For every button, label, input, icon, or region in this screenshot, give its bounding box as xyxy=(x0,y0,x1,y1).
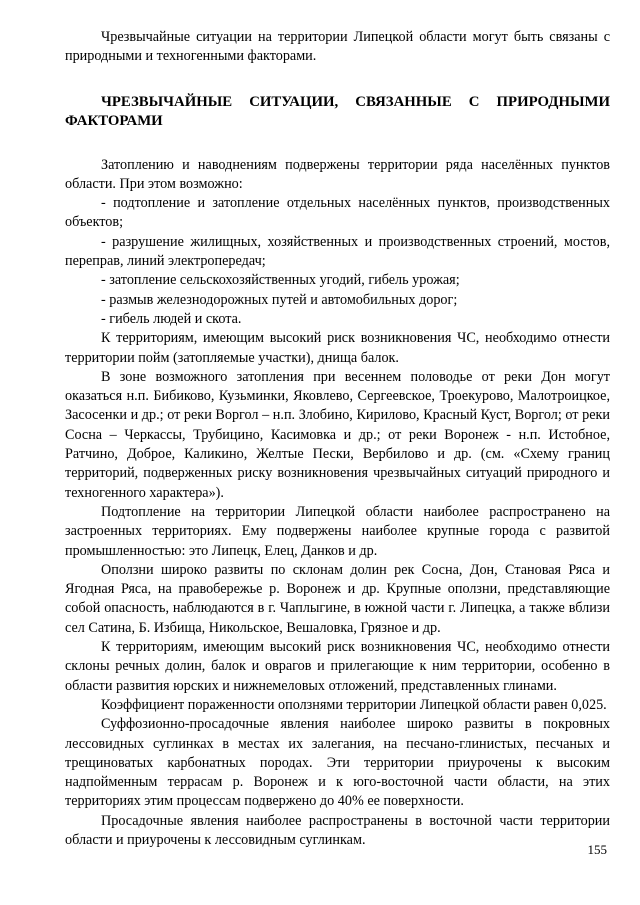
paragraph-flood-zone: В зоне возможного затопления при весеннем половодье от реки Дон могут оказаться н.п. Бибиково, Кузьминки, Яковлево, Сергеевское, Троекурово, Малотроицкое, Засосенки и др.; от реки Воргол – н.п. Злобино, Кирилово, Красный Куст, Воргол; от реки Сосна – Черкассы, Трубицино, Касимовка и др.; от реки Воронеж - н.п. Истобное, Ратчино, Доброе, Каликино, Желтые Пески, Вербилово и др. (см. «Схему границ территорий, подверженных риску возникновения чрезвычайных ситуаций природного и техногенного характера»). xyxy=(65,368,610,501)
paragraph-landslides: Оползни широко развиты по склонам долин рек Сосна, Дон, Становая Ряса и Ягодная Ряса, на правобережье р. Воронеж и др. Крупные оползни, представляющие собой опасность, наблюдаются в г. Чаплыгине, в южной части г. Липецка, а также вблизи сел Сатина, Б. Избища, Никольское, Вешаловка, Грязное и др. xyxy=(65,561,610,636)
list-item: - размыв железнодорожных путей и автомобильных дорог; xyxy=(101,291,458,308)
paragraph-flood-risk: К территориям, имеющим высокий риск возникновения ЧС, необходимо отнести территории пойм (затопляемые участки), днища балок. xyxy=(65,330,610,366)
page-number: 155 xyxy=(587,842,607,857)
intro-paragraph: Чрезвычайные ситуации на территории Липецкой области могут быть связаны с природными и техногенными факторами. xyxy=(65,29,610,65)
paragraph-underflooding: Подтопление на территории Липецкой области наиболее распространено на застроенных территориях. Ему подвержены наиболее крупные города с развитой промышленностью: это Липецк, Елец, Данков и др. xyxy=(65,503,610,559)
list-item: - подтопление и затопление отдельных населённых пунктов, производственных объектов; xyxy=(65,195,610,231)
list-item: - гибель людей и скота. xyxy=(101,310,242,327)
list-item: - разрушение жилищных, хозяйственных и производственных строений, мостов, переправ, линий электропередач; xyxy=(65,233,610,270)
document-body xyxy=(65,28,610,850)
paragraph-landslide-coefficient: Коэффициент пораженности оползнями территории Липецкой области равен 0,025. xyxy=(101,696,607,713)
section-heading: ЧРЕЗВЫЧАЙНЫЕ СИТУАЦИИ, СВЯЗАННЫЕ С ПРИРОДНЫМИ ФАКТОРАМИ xyxy=(65,93,610,130)
paragraph-landslide-risk: К территориям, имеющим высокий риск возникновения ЧС, необходимо отнести склоны речных долин, балок и оврагов и прилегающие к ним территории, особенно в области развития юрских и нижнемеловых отложений, представленных глинами. xyxy=(65,639,610,694)
paragraph-flooding: Затоплению и наводнениям подвержены территории ряда населённых пунктов области. При этом возможно: xyxy=(65,156,610,192)
paragraph-suffosion: Суффозионно-просадочные явления наиболее широко развиты в покровных лессовидных суглинках в местах их залегания, на песчано-глинистых, песчаных и трещиноватых карбонатных породах. Эти территории приурочены к высоким надпойменным террасам р. Воронеж и к юго-восточной части области, на этих территориях этим процессам подвержено до 40% ее поверхности. xyxy=(65,716,610,810)
paragraph-subsidence: Просадочные явления наиболее распространены в восточной части территории области и приурочены к лессовидным суглинкам. xyxy=(65,812,610,848)
list-item: - затопление сельскохозяйственных угодий, гибель урожая; xyxy=(101,272,460,289)
